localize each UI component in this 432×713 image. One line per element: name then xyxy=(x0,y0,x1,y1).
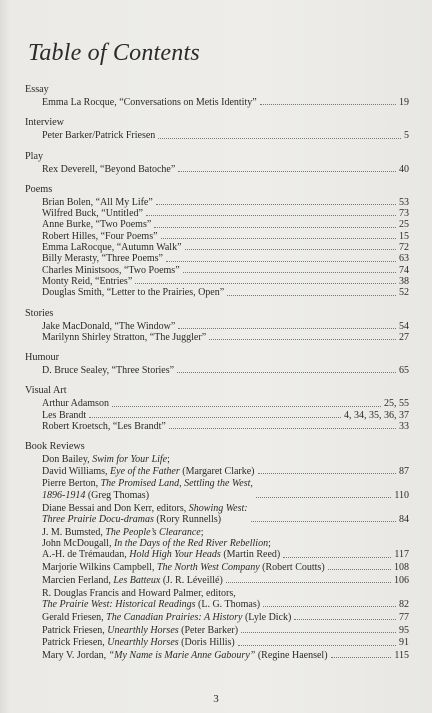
dot-leader xyxy=(178,171,396,172)
book-title: Three Prairie Docu-dramas xyxy=(42,513,154,525)
entry-segment: (Lyle Dick) xyxy=(242,611,292,623)
entry-page: 87 xyxy=(399,465,409,477)
entry-line xyxy=(42,549,280,560)
book-title: “My Name is Marie Anne Gaboury” xyxy=(108,650,256,662)
toc-entry xyxy=(25,398,409,409)
entry-text: Robert Kroetsch, “Les Brandt” xyxy=(42,421,166,433)
dot-leader xyxy=(241,632,396,633)
section-heading: Humour xyxy=(25,352,59,364)
dot-leader xyxy=(135,283,396,284)
entry-segment: J. M. Bumsted, xyxy=(42,526,106,538)
toc-section xyxy=(25,184,409,299)
entry-page: 54 xyxy=(399,320,409,332)
entry-line xyxy=(42,637,235,648)
entry-text: Emma La Rocque, “Conversations on Metis Identity” xyxy=(42,97,257,108)
entry-segment: (L. G. Thomas) xyxy=(195,598,261,610)
entry-text: Emma LaRocque, “Autumn Walk” xyxy=(42,242,182,254)
toc-entry xyxy=(25,287,409,298)
entry-text xyxy=(42,454,255,477)
toc-entry xyxy=(25,575,409,586)
entry-text xyxy=(42,503,248,526)
entry-segment: Marcien Ferland, xyxy=(42,574,114,586)
entry-page: 53 xyxy=(399,196,409,208)
entry-segment: ; xyxy=(167,454,170,466)
entry-line xyxy=(42,625,238,636)
dot-leader xyxy=(177,372,396,373)
entry-segment: John McDougall, xyxy=(42,537,114,549)
entry-text xyxy=(42,650,328,661)
entry-segment: A.-H. de Trémaudan, xyxy=(42,549,130,561)
entry-text xyxy=(42,478,253,501)
dot-leader xyxy=(183,272,396,273)
entry-line xyxy=(42,503,248,514)
book-title: The Canadian Prairies: A History xyxy=(106,611,243,623)
entry-line xyxy=(42,612,291,623)
dot-leader xyxy=(146,215,396,216)
entry-segment: (Margaret Clarke) xyxy=(179,465,255,477)
section-heading: Essay xyxy=(25,84,49,95)
book-title: The North West Company xyxy=(156,562,260,574)
entry-line xyxy=(42,599,260,610)
entry-line xyxy=(42,466,255,477)
entry-text: Marilynn Shirley Stratton, “The Juggler” xyxy=(42,331,207,343)
entry-page: 74 xyxy=(399,264,409,276)
toc-section xyxy=(25,352,409,376)
toc-entry xyxy=(25,365,409,376)
entry-page: 106 xyxy=(394,574,409,586)
dot-leader xyxy=(178,328,396,329)
dot-leader xyxy=(283,557,391,558)
entry-line xyxy=(42,454,255,465)
entry-segment: (Martin Reed) xyxy=(220,549,281,561)
toc-entry xyxy=(25,219,409,230)
book-title: The Prairie West: Historical Readings xyxy=(42,598,196,610)
entry-page: 84 xyxy=(399,513,409,525)
section-heading: Interview xyxy=(25,117,65,129)
toc-entry xyxy=(25,332,409,343)
book-title: Showing West: xyxy=(188,502,248,514)
section-heading: Visual Art xyxy=(25,385,67,397)
toc-entry xyxy=(25,321,409,332)
toc-entry xyxy=(25,242,409,253)
entry-text xyxy=(42,575,223,586)
toc-entry xyxy=(25,208,409,219)
toc-section xyxy=(25,385,409,432)
entry-page: 108 xyxy=(394,562,409,574)
entry-segment: Pierre Berton, xyxy=(42,478,101,490)
entry-segment: R. Douglas Francis and Howard Palmer, editors, xyxy=(42,587,236,599)
entry-page: 25 xyxy=(399,219,409,231)
entry-page: 52 xyxy=(399,287,409,299)
entry-page: 73 xyxy=(399,208,409,220)
book-title: The People’s Clearance xyxy=(105,526,201,538)
dot-leader xyxy=(154,227,396,228)
toc-entry xyxy=(25,637,409,648)
entry-page: 19 xyxy=(399,97,409,108)
entry-text: Rex Deverell, “Beyond Batoche” xyxy=(42,163,176,175)
book-title: Les Batteux xyxy=(113,574,161,586)
book-title: Eye of the Father xyxy=(110,465,180,477)
toc-entry xyxy=(25,503,409,526)
table-of-contents xyxy=(25,84,409,670)
dot-leader xyxy=(331,657,392,658)
toc-entry xyxy=(25,625,409,636)
toc-entry xyxy=(25,130,409,141)
toc-section xyxy=(25,117,409,141)
entry-text xyxy=(42,625,238,636)
entry-segment: Patrick Friesen, xyxy=(42,624,108,636)
book-title: The Promised Land, Settling the West, xyxy=(100,478,253,490)
toc-entry xyxy=(25,588,409,611)
toc-entry xyxy=(25,454,409,477)
dot-leader xyxy=(156,204,396,205)
toc-entry xyxy=(25,478,409,501)
entry-segment: (Regine Haensel) xyxy=(255,650,328,662)
entry-segment: Don Bailey, xyxy=(42,454,93,466)
entry-segment: Mary V. Jordan, xyxy=(42,650,109,662)
entry-text xyxy=(42,527,280,561)
page-number: 3 xyxy=(213,693,219,705)
entry-segment: ; xyxy=(268,537,271,549)
entry-text xyxy=(42,612,291,623)
entry-text xyxy=(42,637,235,648)
entry-text: Wilfred Buck, “Untitled” xyxy=(42,208,143,220)
toc-entry xyxy=(25,650,409,661)
toc-section xyxy=(25,84,409,108)
toc-entry xyxy=(25,231,409,242)
entry-page: 25, 55 xyxy=(384,398,409,410)
entry-segment: Marjorie Wilkins Campbell, xyxy=(42,562,157,574)
book-title: Hold High Your Heads xyxy=(129,549,221,561)
entry-segment: (Greg Thomas) xyxy=(85,489,150,501)
entry-text: Brian Bolen, “All My Life” xyxy=(42,196,153,208)
toc-section xyxy=(25,308,409,344)
entry-page: 15 xyxy=(399,230,409,242)
entry-page: 115 xyxy=(394,650,409,662)
entry-text: Les Brandt xyxy=(42,409,87,421)
dot-leader xyxy=(161,238,396,239)
entry-text xyxy=(42,562,325,573)
entry-line xyxy=(42,478,253,489)
entry-segment: Patrick Friesen, xyxy=(42,637,108,649)
entry-line xyxy=(42,588,260,599)
entry-text: Peter Barker/Patrick Friesen xyxy=(42,130,156,142)
entry-page: 91 xyxy=(399,637,409,649)
toc-entry xyxy=(25,253,409,264)
book-title: Unearthly Horses xyxy=(107,624,179,636)
dot-leader xyxy=(256,497,391,498)
entry-line xyxy=(42,538,280,549)
toc-entry xyxy=(25,421,409,432)
section-heading: Stories xyxy=(25,307,54,319)
dot-leader xyxy=(209,339,396,340)
toc-entry xyxy=(25,265,409,276)
entry-segment: David Williams, xyxy=(42,465,111,477)
toc-entry xyxy=(25,164,409,175)
dot-leader xyxy=(158,138,401,139)
entry-line xyxy=(42,575,223,586)
toc-entry xyxy=(25,97,409,108)
entry-page: 65 xyxy=(399,365,409,377)
entry-page: 110 xyxy=(394,489,409,501)
book-title: 1896-1914 xyxy=(42,489,86,501)
toc-entry xyxy=(25,612,409,623)
dot-leader xyxy=(185,249,396,250)
toc-section xyxy=(25,151,409,175)
entry-line xyxy=(42,490,253,501)
entry-text: Charles Ministsoos, “Two Poems” xyxy=(42,264,180,276)
toc-entry xyxy=(25,562,409,573)
dot-leader xyxy=(294,619,396,620)
entry-line xyxy=(42,562,325,573)
book-title: Swim for Your Life xyxy=(92,454,168,466)
entry-segment: Diane Bessai and Don Kerr, editors, xyxy=(42,502,189,514)
section-heading: Book Reviews xyxy=(25,441,85,453)
entry-page: 63 xyxy=(399,253,409,265)
entry-segment: (Robert Coutts) xyxy=(259,562,325,574)
entry-text: Douglas Smith, “Letter to the Prairies, Open” xyxy=(42,287,225,299)
entry-text: Monty Reid, “Entries” xyxy=(42,275,133,287)
dot-leader xyxy=(226,582,391,583)
dot-leader xyxy=(328,569,391,570)
section-heading: Poems xyxy=(25,183,53,195)
section-heading: Play xyxy=(25,150,44,162)
entry-page: 27 xyxy=(399,331,409,343)
entry-page: 117 xyxy=(394,549,409,561)
dot-leader xyxy=(227,295,396,296)
entry-segment: (Rory Runnells) xyxy=(153,513,222,525)
toc-entry xyxy=(25,276,409,287)
dot-leader xyxy=(238,645,396,646)
entry-page: 38 xyxy=(399,275,409,287)
book-title: In the Days of the Red River Rebellion xyxy=(113,537,269,549)
entry-page: 95 xyxy=(399,624,409,636)
entry-page: 33 xyxy=(399,421,409,433)
entry-text: Arthur Adamson xyxy=(42,398,109,410)
entry-segment: (Peter Barker) xyxy=(178,624,239,636)
entry-segment: (J. R. Léveillé) xyxy=(160,574,223,586)
entry-page: 77 xyxy=(399,611,409,623)
entry-segment: (Doris Hillis) xyxy=(178,637,235,649)
dot-leader xyxy=(260,104,396,105)
entry-segment: Gerald Friesen, xyxy=(42,611,107,623)
entry-page: 40 xyxy=(399,163,409,175)
entry-page: 4, 34, 35, 36, 37 xyxy=(344,409,409,421)
book-title: Unearthly Horses xyxy=(107,637,179,649)
page-title: Table of Contents xyxy=(28,40,200,66)
entry-segment: ; xyxy=(200,526,204,538)
entry-text: D. Bruce Sealey, “Three Stories” xyxy=(42,365,175,377)
toc-entry xyxy=(25,527,409,561)
dot-leader xyxy=(251,521,396,522)
dot-leader xyxy=(89,417,341,418)
entry-line xyxy=(42,527,280,538)
entry-page: 72 xyxy=(399,242,409,254)
entry-page: 82 xyxy=(399,598,409,610)
toc-entry xyxy=(25,410,409,421)
toc-section-book-reviews xyxy=(25,441,409,661)
entry-text: Jake MacDonald, “The Window” xyxy=(42,320,176,332)
dot-leader xyxy=(112,406,381,407)
toc-entry xyxy=(25,197,409,208)
dot-leader xyxy=(166,261,396,262)
entry-line xyxy=(42,650,328,661)
dot-leader xyxy=(258,473,396,474)
dot-leader xyxy=(263,606,396,607)
dot-leader xyxy=(169,428,396,429)
entry-text: Anne Burke, “Two Poems” xyxy=(42,219,152,231)
entry-text xyxy=(42,588,260,611)
entry-page: 5 xyxy=(404,130,409,142)
entry-text: Billy Merasty, “Three Poems” xyxy=(42,253,163,265)
entry-line xyxy=(42,514,248,525)
entry-text: Robert Hilles, “Four Poems” xyxy=(42,230,158,242)
